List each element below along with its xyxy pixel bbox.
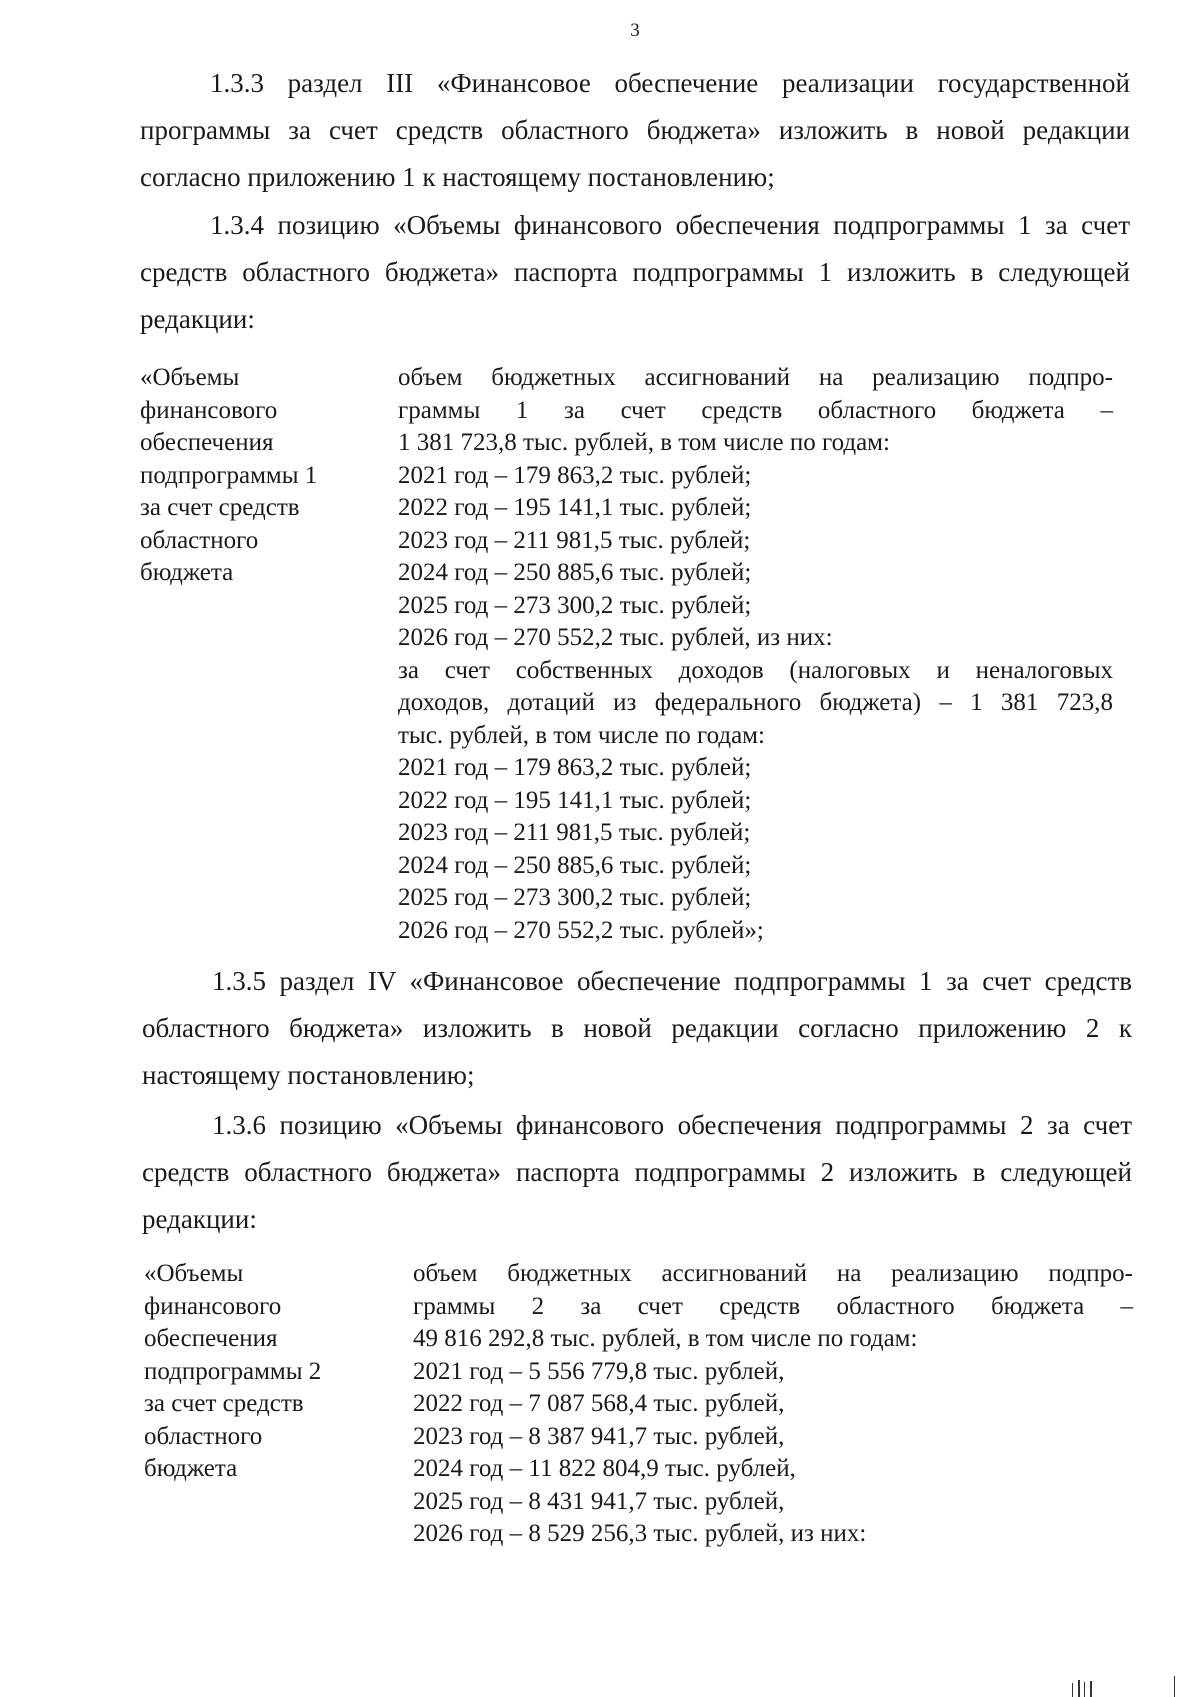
- block1-own-line: за счет собственных доходов (налоговых и неналоговых: [398, 656, 1113, 684]
- block2-intro-line: граммы 2 за счет средств областного бюджета –: [413, 1292, 1133, 1320]
- block2-year-line: 2023 год – 8 387 941,7 тыс. рублей,: [413, 1422, 785, 1450]
- scan-mark: [1084, 1682, 1085, 1697]
- paragraph-1-3-3: 1.3.3 раздел III «Финансовое обеспечение реализации государственной программы за счет средств областного бюджета» изложить в новой редакции согласно приложению 1 к настоящему постановлению;: [140, 68, 1130, 192]
- block2-content: [413, 1258, 1133, 1551]
- scan-mark: [1174, 1676, 1175, 1697]
- page-number: 3: [630, 20, 640, 41]
- block2-intro-line: 49 816 292,8 тыс. рублей, в том числе по годам:: [413, 1325, 918, 1352]
- block1-label-line: подпрограммы 1: [140, 461, 318, 489]
- block1-intro-line: граммы 1 за счет средств областного бюджета –: [398, 396, 1113, 424]
- block1-year-line: 2026 год – 270 552,2 тыс. рублей, из них:: [398, 624, 833, 651]
- block1-own-line: тыс. рублей, в том числе по годам:: [398, 721, 765, 749]
- block1-year-line: 2021 год – 179 863,2 тыс. рублей;: [398, 754, 752, 781]
- block1-year-line: 2025 год – 273 300,2 тыс. рублей;: [398, 591, 752, 619]
- block1-year-line: 2026 год – 270 552,2 тыс. рублей»;: [398, 916, 764, 944]
- scan-mark: [1078, 1680, 1080, 1697]
- block2-label: [144, 1258, 384, 1486]
- block1-year-line: 2022 год – 195 141,1 тыс. рублей;: [398, 786, 752, 814]
- block2-year-line: 2024 год – 11 822 804,9 тыс. рублей,: [413, 1455, 796, 1482]
- block2-intro-line: объем бюджетных ассигнований на реализацию подпро-: [413, 1260, 1133, 1287]
- block1-year-line: 2023 год – 211 981,5 тыс. рублей;: [398, 819, 751, 846]
- block2-year-line: 2025 год – 8 431 941,7 тыс. рублей,: [413, 1487, 785, 1515]
- block1-intro-line: объем бюджетных ассигнований на реализацию подпро-: [398, 364, 1113, 391]
- block1-label-line: финансового: [140, 396, 278, 424]
- block2-label-line: за счет средств: [144, 1390, 304, 1417]
- paragraph-1-3-6: 1.3.6 позицию «Объемы финансового обеспечения подпрограммы 2 за счет средств областного бюджета» паспорта подпрограммы 2 изложить в следующей редакции:: [142, 1110, 1132, 1234]
- block1-label-line: за счет средств: [140, 494, 300, 521]
- block1-year-line: 2024 год – 250 885,6 тыс. рублей;: [398, 559, 752, 586]
- block1-content: [398, 362, 1113, 947]
- block2-label-line: обеспечения: [144, 1325, 278, 1352]
- block1-intro-line: 1 381 723,8 тыс. рублей, в том числе по годам:: [398, 429, 890, 456]
- block1-label-line: «Объемы: [140, 364, 240, 391]
- block1-year-line: 2022 год – 195 141,1 тыс. рублей;: [398, 494, 752, 521]
- block2-label-line: «Объемы: [144, 1260, 244, 1287]
- scan-mark: [1072, 1683, 1073, 1697]
- block1-label-line: обеспечения: [140, 429, 274, 456]
- block2-year-line: 2022 год – 7 087 568,4 тыс. рублей,: [413, 1390, 785, 1417]
- scan-mark: [1090, 1681, 1092, 1697]
- block1-own-line: доходов, дотаций из федерального бюджета) – 1 381 723,8: [398, 689, 1113, 716]
- block2-year-line: 2021 год – 5 556 779,8 тыс. рублей,: [413, 1357, 785, 1385]
- paragraph-1-3-4: 1.3.4 позицию «Объемы финансового обеспечения подпрограммы 1 за счет средств областного бюджета» паспорта подпрограммы 1 изложить в следующей редакции:: [140, 210, 1130, 334]
- block1-label-line: областного: [140, 526, 259, 554]
- block1-year-line: 2021 год – 179 863,2 тыс. рублей;: [398, 461, 752, 489]
- block2-label-line: бюджета: [144, 1455, 238, 1482]
- paragraph-1-3-5: 1.3.5 раздел IV «Финансовое обеспечение подпрограммы 1 за счет средств областного бюджета» изложить в новой редакции согласно приложению 2 к настоящему постановлению;: [142, 966, 1132, 1090]
- block1-year-line: 2024 год – 250 885,6 тыс. рублей;: [398, 851, 752, 879]
- block1-year-line: 2023 год – 211 981,5 тыс. рублей;: [398, 526, 751, 554]
- block2-label-line: подпрограммы 2: [144, 1357, 322, 1385]
- block1-label: [140, 362, 380, 590]
- block2-year-line: 2026 год – 8 529 256,3 тыс. рублей, из них:: [413, 1520, 867, 1547]
- block2-label-line: областного: [144, 1422, 263, 1450]
- block1-label-line: бюджета: [140, 559, 234, 586]
- block1-year-line: 2025 год – 273 300,2 тыс. рублей;: [398, 884, 752, 911]
- block2-label-line: финансового: [144, 1292, 282, 1320]
